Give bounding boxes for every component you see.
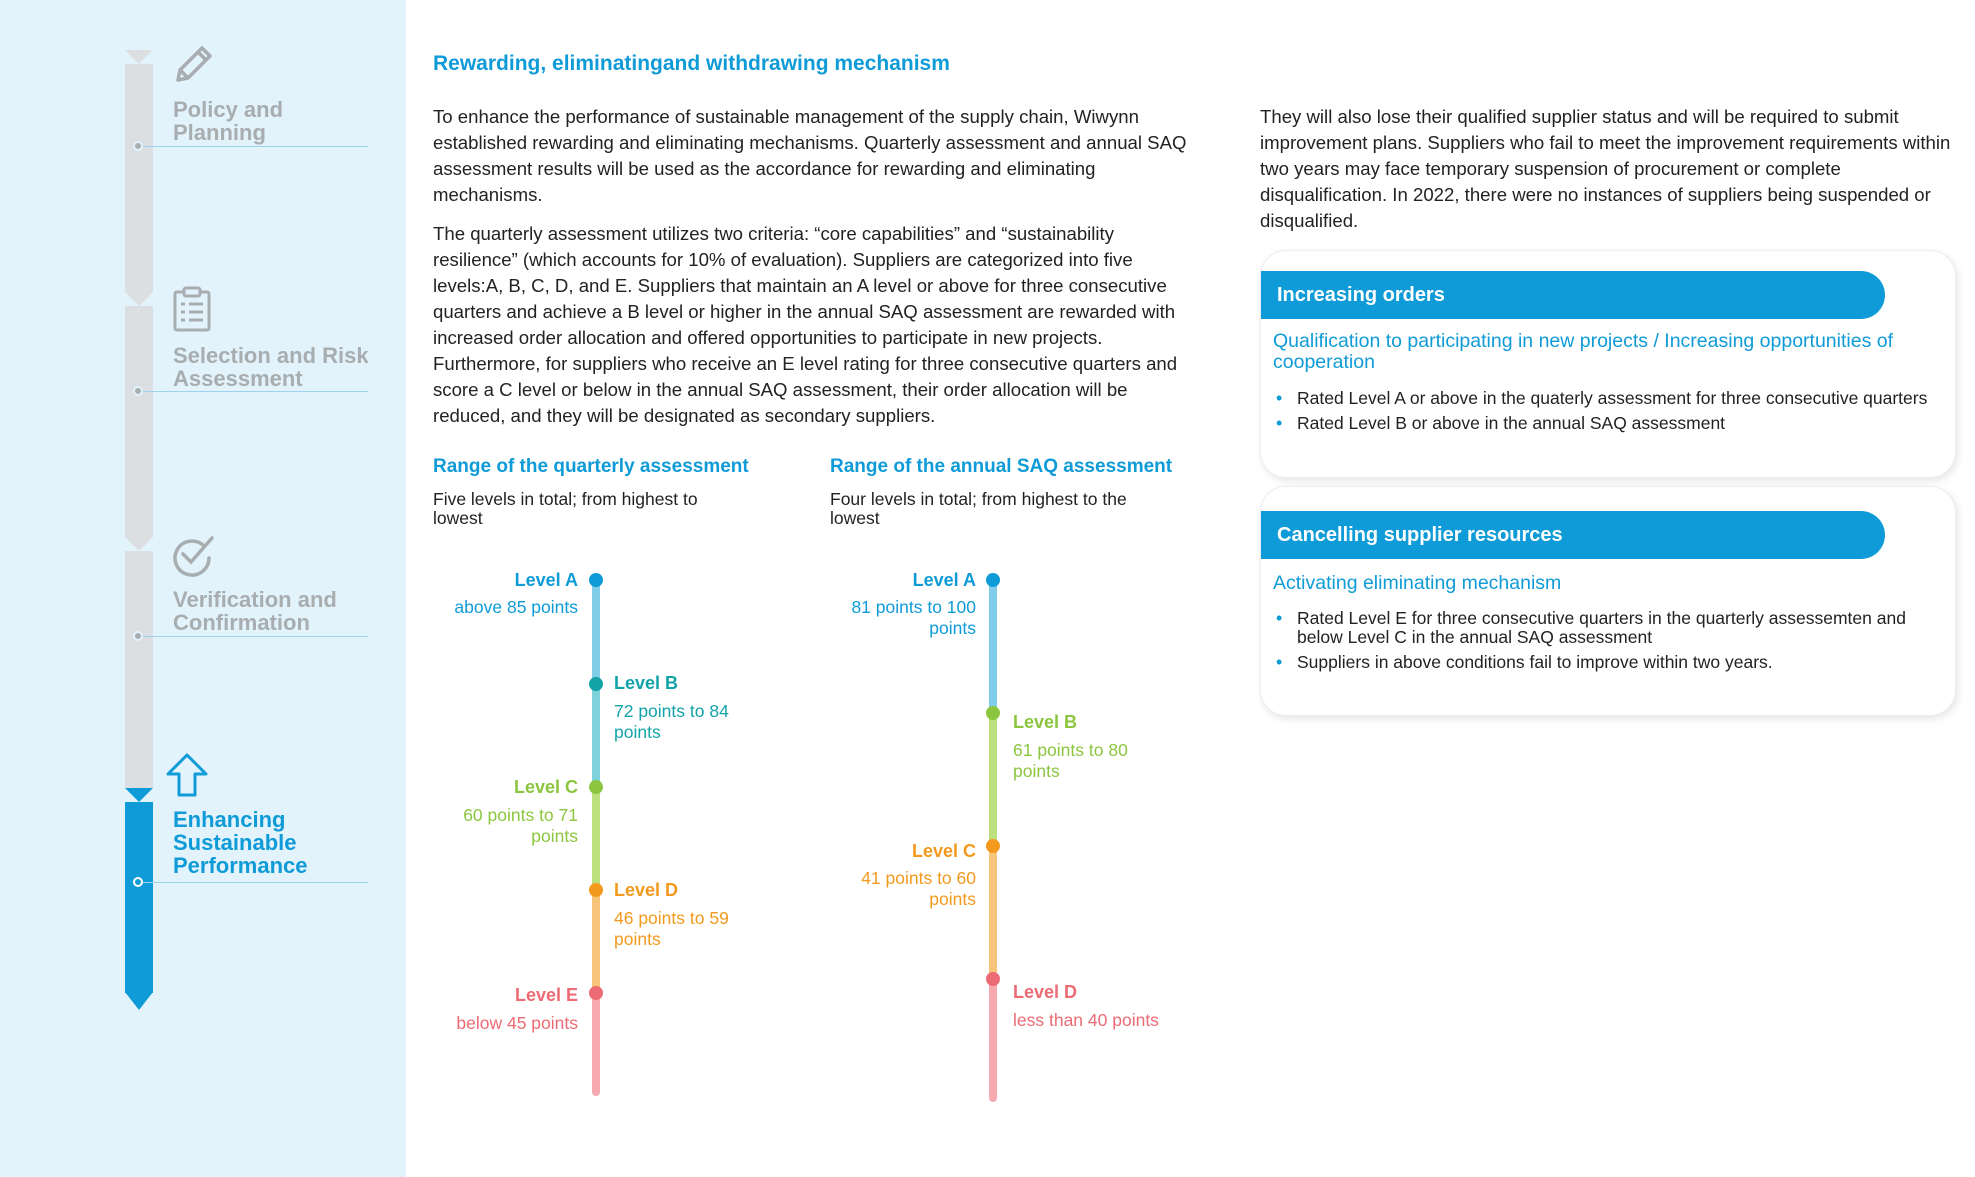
level-name: Level D: [614, 880, 679, 900]
step-dot: [133, 386, 143, 396]
annual-desc: Four levels in total; from highest to the lowest: [830, 489, 1127, 528]
level-c-dot: [589, 780, 603, 794]
level-range: 81 points to 100 points: [851, 597, 976, 638]
quarterly-paragraph: The quarterly assessment utilizes two criteria: “core capabilities” and “sustainability resilience” (which accounts for 10% of evaluation). Suppliers are categorized into five levels:A, B, C, D, and E. Suppliers that maintain an A level or above for three consecutive quarters and achieve a B level or higher in the annual SAQ assessment are rewarded with increased order allocation and offered opportunities to participate in new projects. Furthermore, for suppliers who receive an E level rating for three consecutive quarters and score a C level or below in the annual SAQ assessment, their order allocation will be reduced, and they will be designated as secondary suppliers.: [433, 223, 1178, 426]
step-dot-active: [133, 877, 143, 887]
level-name: Level A: [912, 570, 976, 590]
level-range: 41 points to 60 points: [861, 868, 976, 909]
level-c-dot: [986, 839, 1000, 853]
level-name: Level B: [1013, 712, 1078, 732]
timeline-segment: [989, 980, 997, 1102]
step-dot: [133, 141, 143, 151]
sidebar: [0, 0, 406, 1177]
sidebar-item-label: Selection and Risk Assessment: [173, 343, 369, 391]
timeline-segment: [592, 684, 600, 788]
card-subtitle: Activating eliminating mechanism: [1273, 572, 1562, 594]
timeline-segment: [592, 996, 600, 1096]
sidebar-item-label: Enhancing Sustainable Performance: [173, 807, 308, 878]
quarterly-title: Range of the quarterly assessment: [433, 456, 749, 477]
level-name: Level B: [614, 673, 679, 693]
divider: [138, 882, 368, 883]
increasing-orders-card: [1260, 250, 1956, 478]
timeline-segment: [592, 892, 600, 996]
level-name: Level C: [911, 841, 976, 861]
rail-notch: [125, 788, 153, 802]
rail-notch: [125, 292, 153, 306]
level-range: less than 40 points: [1013, 1010, 1159, 1030]
progress-rail: [125, 50, 153, 790]
annual-title: Range of the annual SAQ assessment: [830, 456, 1173, 477]
card-bullet-list: [1273, 609, 1933, 678]
sidebar-item-label: Verification and Confirmation: [173, 587, 337, 635]
list-item: • Rated Level E for three consecutive quarters in the quarterly assessemten and below Level C in the annual SAQ assessment: [1273, 609, 1933, 647]
divider: [138, 146, 368, 147]
card-header: Increasing orders: [1261, 271, 1885, 319]
level-range: 46 points to 59 points: [614, 908, 729, 949]
list-item: • Rated Level A or above in the quaterly assessment for three consecutive quarters: [1273, 389, 1933, 408]
progress-rail-active: [125, 788, 153, 993]
card-subtitle: Qualification to participating in new projects / Increasing opportunities of cooperation: [1273, 330, 1894, 373]
list-item: • Suppliers in above conditions fail to improve within two years.: [1273, 653, 1933, 672]
level-e-dot: [589, 986, 603, 1000]
level-range: 61 points to 80 points: [1013, 740, 1128, 781]
card-header: Cancelling supplier resources: [1261, 511, 1885, 559]
timeline-segment: [592, 788, 600, 892]
arrow-up-icon: [164, 752, 210, 798]
level-range: above 85 points: [454, 597, 578, 617]
level-a-dot: [589, 573, 603, 587]
quarterly-desc: Five levels in total; from highest to lowest: [433, 489, 698, 528]
check-circle-icon: [170, 532, 216, 578]
card-bullet-list: [1273, 389, 1933, 439]
timeline-segment: [989, 846, 997, 980]
cancelling-resources-card: [1260, 486, 1956, 716]
level-name: Level D: [1013, 982, 1078, 1002]
sidebar-item-label: Policy and Planning: [173, 97, 284, 145]
level-range: 60 points to 71 points: [463, 805, 578, 846]
timeline-segment: [592, 580, 600, 684]
rail-top-notch: [125, 50, 153, 64]
intro-paragraph: To enhance the performance of sustainable management of the supply chain, Wiwynn established rewarding and eliminating mechanisms. Quarterly assessment and annual SAQ assessment results will be used as the accordance for rewarding and eliminating mechanisms.: [433, 106, 1187, 205]
rail-notch: [125, 537, 153, 551]
level-range: below 45 points: [456, 1013, 578, 1033]
clipboard-icon: [170, 286, 216, 332]
page-title: Rewarding, eliminatingand withdrawing mechanism: [433, 52, 950, 75]
progress-rail-arrow: [125, 992, 153, 1010]
timeline-segment: [989, 714, 997, 846]
level-b-dot: [589, 677, 603, 691]
pencil-icon: [170, 44, 216, 90]
divider: [138, 636, 368, 637]
level-name: Level A: [514, 570, 578, 590]
level-name: Level E: [514, 985, 578, 1005]
right-paragraph: They will also lose their qualified supplier status and will be required to submit improvement plans. Suppliers who fail to meet the improvement requirements within two years may face temporary suspension of procurement or complete disqualification. In 2022, there were no instances of suppliers being suspended or disqualified.: [1260, 106, 1951, 231]
level-d-dot: [986, 972, 1000, 986]
level-b-dot: [986, 706, 1000, 720]
divider: [138, 391, 368, 392]
level-a-dot: [986, 573, 1000, 587]
level-d-dot: [589, 883, 603, 897]
list-item: • Rated Level B or above in the annual SAQ assessment: [1273, 414, 1933, 433]
level-name: Level C: [513, 777, 578, 797]
step-dot: [133, 631, 143, 641]
level-range: 72 points to 84 points: [614, 701, 729, 742]
timeline-segment: [989, 580, 997, 714]
